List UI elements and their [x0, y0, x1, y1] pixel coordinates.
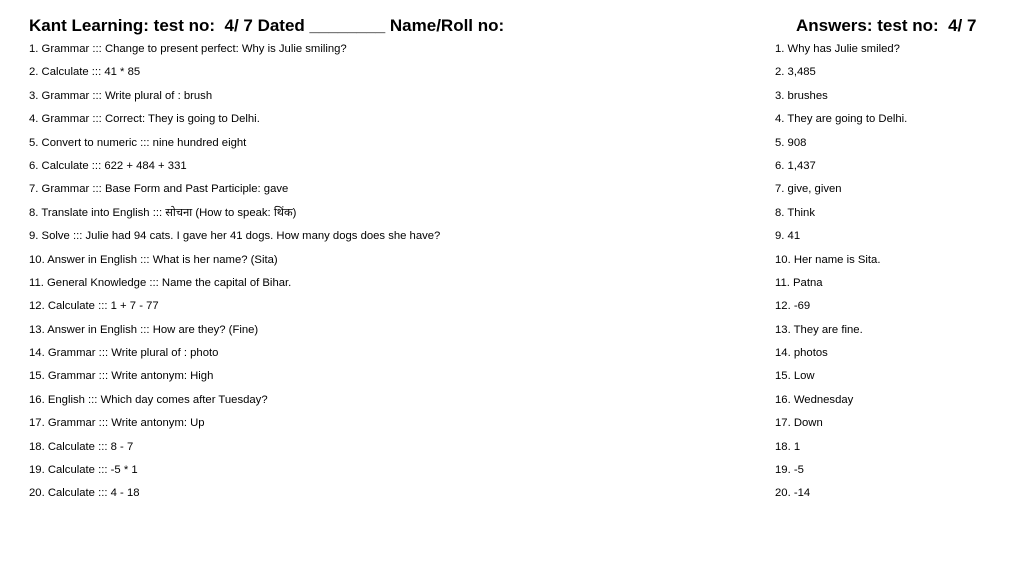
question-item: 4. Grammar ::: Correct: They is going to Delhi. — [29, 113, 260, 126]
question-item: 13. Answer in English ::: How are they? (Fine) — [29, 323, 259, 336]
answer-item: 18. 1 — [775, 440, 801, 453]
questions-list — [29, 41, 749, 509]
question-item: 18. Calculate ::: 8 - 7 — [29, 440, 134, 453]
answer-item: 7. give, given — [775, 183, 842, 196]
answer-item: 20. -14 — [775, 487, 811, 500]
answer-item: 9. 41 — [775, 230, 801, 243]
question-item: 12. Calculate ::: 1 + 7 - 77 — [29, 300, 159, 313]
question-item: 10. Answer in English ::: What is her name? (Sita) — [29, 253, 278, 266]
question-item: 20. Calculate ::: 4 - 18 — [29, 487, 140, 500]
question-item: 1. Grammar ::: Change to present perfect: Why is Julie smiling? — [29, 43, 347, 55]
question-item: 3. Grammar ::: Write plural of : brush — [29, 89, 213, 102]
answer-item: 4. They are going to Delhi. — [775, 113, 908, 126]
answer-item: 1. Why has Julie smiled? — [775, 43, 900, 55]
question-item: 11. General Knowledge ::: Name the capital of Bihar. — [29, 276, 292, 289]
answer-item: 5. 908 — [775, 136, 807, 149]
answer-item: 14. photos — [775, 347, 828, 360]
answers-title: Answers: test no: 4/ 7 — [796, 16, 977, 35]
test-title: Kant Learning: test no: 4/ 7 Dated ________ Name/Roll no: — [29, 16, 505, 35]
question-item: 5. Convert to numeric ::: nine hundred eight — [29, 136, 247, 149]
question-item: 2. Calculate ::: 41 * 85 — [29, 66, 141, 79]
question-item: 9. Solve ::: Julie had 94 cats. I gave her 41 dogs. How many dogs does she have? — [29, 230, 441, 243]
answer-item: 13. They are fine. — [775, 323, 863, 336]
question-item: 6. Calculate ::: 622 + 484 + 331 — [29, 159, 187, 172]
question-item: 7. Grammar ::: Base Form and Past Participle: gave — [29, 183, 289, 196]
question-item: 15. Grammar ::: Write antonym: High — [29, 370, 214, 383]
answer-item: 16. Wednesday — [775, 393, 854, 406]
answer-item: 3. brushes — [775, 89, 828, 102]
question-item: 16. English ::: Which day comes after Tuesday? — [29, 393, 268, 406]
answer-item: 6. 1,437 — [775, 159, 816, 172]
answer-item: 17. Down — [775, 417, 823, 430]
question-item: 8. Translate into English ::: सोचना (How to speak: थिंक) — [29, 206, 297, 219]
answer-item: 15. Low — [775, 370, 815, 383]
question-item: 19. Calculate ::: -5 * 1 — [29, 464, 138, 477]
answer-item: 8. Think — [775, 206, 815, 219]
answers-list — [775, 41, 1005, 509]
answer-item: 12. -69 — [775, 300, 811, 313]
answer-item: 10. Her name is Sita. — [775, 253, 881, 266]
question-item: 17. Grammar ::: Write antonym: Up — [29, 417, 205, 430]
answer-item: 19. -5 — [775, 464, 804, 477]
answer-item: 2. 3,485 — [775, 66, 816, 79]
question-item: 14. Grammar ::: Write plural of : photo — [29, 347, 219, 360]
answer-item: 11. Patna — [775, 276, 823, 289]
